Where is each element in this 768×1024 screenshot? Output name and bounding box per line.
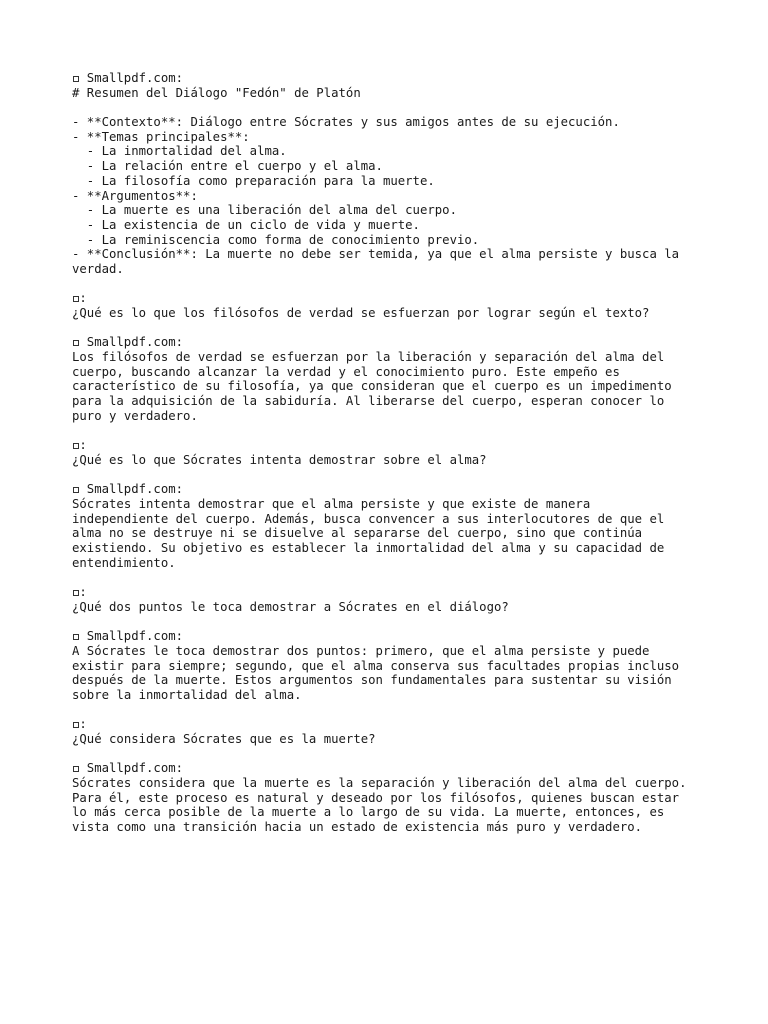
text-line: independiente del cuerpo. Además, busca convencer a sus interlocutores de que el bbox=[72, 511, 665, 526]
speaker-label: : bbox=[79, 438, 87, 453]
speaker-line bbox=[72, 482, 732, 497]
speaker-label: : bbox=[79, 585, 87, 600]
text-line: - **Argumentos**: bbox=[72, 188, 198, 203]
text-line: sobre la inmortalidad del alma. bbox=[72, 687, 302, 702]
text-line: lo más cerca posible de la muerte a lo largo de su vida. La muerte, entonces, es bbox=[72, 805, 665, 820]
blank-line bbox=[72, 703, 732, 718]
text-line: vista como una transición hacia un estado de existencia más puro y verdadero. bbox=[72, 820, 643, 835]
blank-line bbox=[72, 468, 732, 483]
blank-line bbox=[72, 321, 732, 336]
text-line: existir para siempre; segundo, que el alma conserva sus facultades propias incluso bbox=[72, 658, 680, 673]
text-line: - La existencia de un ciclo de vida y muerte. bbox=[72, 217, 420, 232]
text-line: verdad. bbox=[72, 261, 124, 276]
blank-line bbox=[72, 424, 732, 439]
speaker-line bbox=[72, 717, 732, 732]
speaker-line bbox=[72, 761, 732, 776]
text-line: puro y verdadero. bbox=[72, 408, 198, 423]
text-line: ¿Qué dos puntos le toca demostrar a Sócrates en el diálogo? bbox=[72, 599, 509, 614]
text-line: Sócrates considera que la muerte es la separación y liberación del alma del cuerpo. bbox=[72, 776, 687, 790]
blank-line bbox=[72, 277, 732, 292]
speaker-line bbox=[72, 291, 732, 306]
blank-line bbox=[72, 747, 732, 762]
speaker-label: Smallpdf.com: bbox=[79, 335, 184, 350]
speaker-label: Smallpdf.com: bbox=[79, 761, 184, 776]
text-line: - La filosofía como preparación para la muerte. bbox=[72, 173, 435, 188]
speaker-label: : bbox=[79, 291, 87, 306]
text-line: ¿Qué considera Sócrates que es la muerte? bbox=[72, 731, 376, 746]
speaker-line bbox=[72, 585, 732, 600]
text-line: existiendo. Su objetivo es establecer la inmortalidad del alma y su capacidad de bbox=[72, 541, 665, 555]
speaker-label: Smallpdf.com: bbox=[79, 629, 184, 644]
text-line: Los filósofos de verdad se esfuerzan por la liberación y separación del alma del bbox=[72, 350, 665, 365]
text-line: - La muerte es una liberación del alma del cuerpo. bbox=[72, 203, 457, 218]
text-line: # Resumen del Diálogo "Fedón" de Platón bbox=[72, 85, 361, 100]
blank-line bbox=[72, 570, 732, 585]
text-line: - La inmortalidad del alma. bbox=[72, 144, 287, 159]
speaker-label: : bbox=[79, 717, 87, 732]
speaker-label: Smallpdf.com: bbox=[79, 482, 184, 497]
text-line: Sócrates intenta demostrar que el alma persiste y que existe de manera bbox=[72, 496, 591, 511]
text-line: - **Contexto**: Diálogo entre Sócrates y sus amigos antes de su ejecución. bbox=[72, 115, 620, 130]
text-line: cuerpo, buscando alcanzar la verdad y el conocimiento puro. Este empeño es bbox=[72, 364, 620, 379]
text-line: - **Temas principales**: bbox=[72, 129, 250, 144]
speaker-label: Smallpdf.com: bbox=[79, 71, 184, 85]
text-line: después de la muerte. Estos argumentos son fundamentales para sustentar su visión bbox=[72, 673, 672, 688]
text-line: entendimiento. bbox=[72, 555, 176, 570]
text-line: característico de su filosofía, ya que consideran que el cuerpo es un impedimento bbox=[72, 379, 672, 394]
speaker-line bbox=[72, 438, 732, 453]
text-line: Para él, este proceso es natural y deseado por los filósofos, quienes buscan estar bbox=[72, 790, 680, 805]
speaker-line bbox=[72, 629, 732, 644]
text-line: - La relación entre el cuerpo y el alma. bbox=[72, 159, 383, 174]
text-line: - **Conclusión**: La muerte no debe ser temida, ya que el alma persiste y busca la bbox=[72, 247, 680, 262]
text-line: alma no se destruye ni se disuelve al separarse del cuerpo, sino que continúa bbox=[72, 526, 643, 541]
text-line: ¿Qué es lo que los filósofos de verdad se esfuerzan por lograr según el texto? bbox=[72, 306, 650, 320]
speaker-line bbox=[72, 335, 732, 350]
document-page bbox=[72, 71, 732, 835]
blank-line bbox=[72, 614, 732, 629]
text-line: - La reminiscencia como forma de conocimiento previo. bbox=[72, 232, 480, 247]
blank-line bbox=[72, 100, 732, 115]
text-line: ¿Qué es lo que Sócrates intenta demostrar sobre el alma? bbox=[72, 452, 487, 467]
text-line: A Sócrates le toca demostrar dos puntos: primero, que el alma persiste y puede bbox=[72, 643, 650, 658]
speaker-line bbox=[72, 71, 732, 86]
text-line: para la adquisición de la sabiduría. Al liberarse del cuerpo, esperan conocer lo bbox=[72, 394, 665, 409]
